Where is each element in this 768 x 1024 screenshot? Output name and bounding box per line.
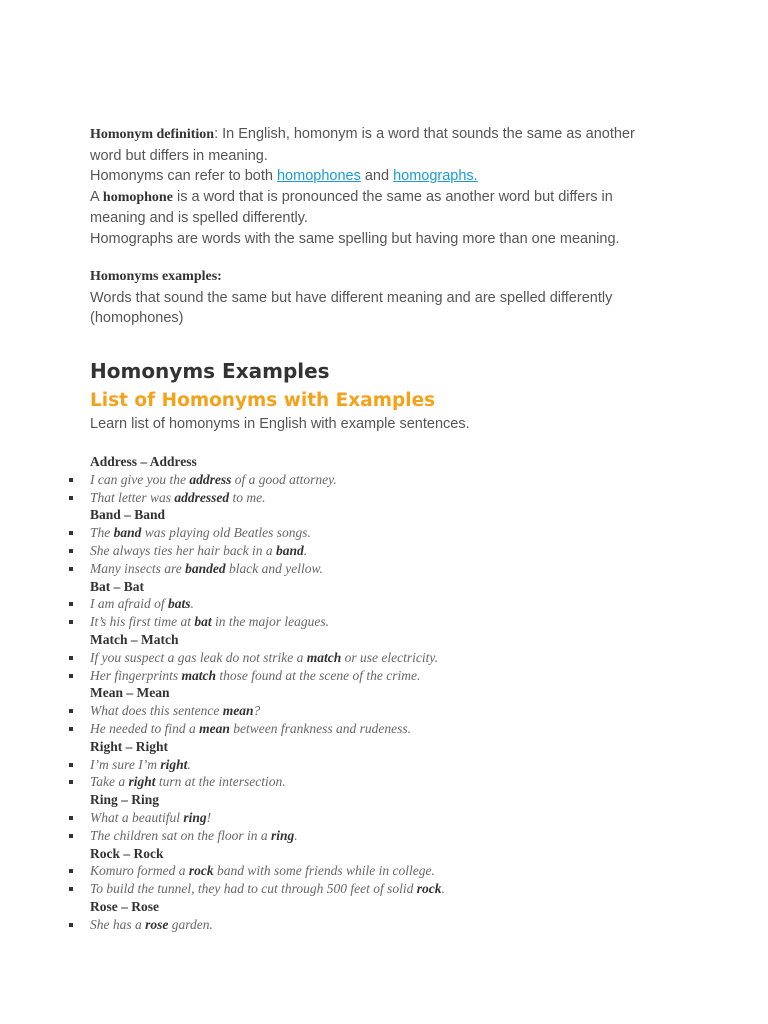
example-before: That letter was — [90, 489, 175, 505]
example-list — [90, 649, 670, 685]
example-before: I can give you the — [90, 471, 190, 487]
example-keyword: bat — [194, 614, 212, 630]
example-before: Take a — [90, 774, 129, 790]
example-before: He needed to find a — [90, 720, 200, 736]
refer-prefix: Homonyms can refer to both — [90, 168, 277, 184]
example-keyword: band — [275, 542, 304, 558]
example-after: or use electricity. — [341, 649, 438, 665]
intro-paragraph: Learn list of homonyms in English with example sentences. — [90, 415, 470, 432]
pair-title: Mean – Mean — [90, 685, 170, 701]
homographs-paragraph: Homographs are words with the same spelling but having more than one meaning. — [90, 230, 620, 247]
example-list — [90, 524, 670, 577]
pair-title: Match – Match — [90, 631, 179, 647]
example-keyword: match — [181, 667, 217, 683]
example-before: It’s his first time at — [90, 614, 195, 630]
example-keyword: rock — [188, 863, 214, 879]
example-list — [90, 702, 670, 738]
example-sentence — [90, 560, 670, 578]
example-after: to me. — [229, 489, 266, 505]
example-after: black and yellow. — [225, 560, 323, 576]
example-before: I am afraid of — [90, 596, 169, 612]
example-sentence — [90, 880, 670, 898]
example-before: If you suspect a gas leak do not strike a — [90, 649, 307, 665]
example-list — [90, 862, 670, 898]
example-sentence — [90, 862, 670, 880]
example-sentence — [90, 827, 670, 845]
example-keyword: rock — [416, 881, 442, 897]
example-after: turn at the intersection. — [155, 774, 286, 790]
example-sentence — [90, 649, 670, 667]
example-list — [90, 756, 670, 792]
example-keyword: match — [306, 649, 342, 665]
example-keyword: mean — [222, 703, 254, 719]
spacer — [90, 249, 670, 266]
example-keyword: mean — [199, 720, 230, 736]
example-sentence — [90, 595, 670, 613]
pair-title: Rose – Rose — [90, 898, 159, 914]
example-sentence — [90, 916, 670, 934]
example-keyword: addressed — [174, 489, 230, 505]
example-sentence — [90, 756, 670, 774]
refer-mid: and — [360, 168, 394, 184]
definition-text: : In English, homonym is a word that sounds the same as another word but differs in meaning. — [90, 126, 635, 164]
pair-title: Rock – Rock — [90, 845, 164, 861]
definition-label: Homonym definition — [90, 127, 215, 142]
document-body — [90, 124, 670, 934]
example-keyword: ring — [271, 827, 295, 843]
homophone-prefix: A — [90, 188, 103, 205]
pair-title: Bat – Bat — [90, 578, 144, 594]
example-before: What a beautiful — [90, 809, 184, 825]
example-after: between frankness and rudeness. — [229, 720, 411, 736]
example-before: The children sat on the floor in a — [90, 827, 271, 843]
homophone-text: is a word that is pronounced the same as another word but differs in meaning and is spelled differently. — [90, 188, 613, 226]
example-sentence — [90, 489, 670, 507]
example-list — [90, 916, 670, 934]
definition-paragraph — [90, 124, 670, 166]
example-before: To build the tunnel, they had to cut through 500 feet of solid — [90, 881, 417, 897]
pair-title: Right – Right — [90, 738, 169, 754]
example-sentence — [90, 702, 670, 720]
example-after: . — [187, 756, 191, 772]
example-before: What does this sentence — [90, 703, 223, 719]
example-before: She has a — [90, 916, 146, 932]
example-keyword: right — [128, 774, 156, 790]
example-list — [90, 595, 670, 631]
homophones-link[interactable]: homophones — [276, 168, 361, 184]
example-after: ! — [206, 809, 212, 825]
examples-label-paragraph — [90, 266, 670, 288]
example-keyword: right — [160, 756, 188, 772]
example-before: I’m sure I’m — [90, 756, 161, 772]
example-after: . — [303, 542, 308, 558]
example-keyword: rose — [145, 916, 169, 932]
example-sentence — [90, 773, 670, 791]
example-before: Komuro formed a — [90, 863, 189, 879]
example-keyword: band — [113, 525, 142, 541]
pair-title: Band – Band — [90, 507, 166, 523]
example-before: Her fingerprints — [90, 667, 182, 683]
homophone-paragraph — [90, 187, 670, 229]
homophone-label: homophone — [102, 189, 173, 205]
examples-label: Homonyms examples: — [90, 269, 222, 284]
example-after: in the major leagues. — [211, 614, 330, 630]
example-sentence — [90, 471, 670, 489]
example-before: The — [90, 525, 114, 541]
example-sentence — [90, 720, 670, 738]
homonym-list — [90, 453, 670, 934]
example-list — [90, 809, 670, 845]
example-keyword: ring — [183, 809, 207, 825]
example-sentence — [90, 667, 670, 685]
example-after: ? — [253, 703, 261, 719]
example-sentence — [90, 524, 670, 542]
example-keyword: banded — [185, 560, 226, 576]
example-sentence — [90, 542, 670, 560]
refer-paragraph — [90, 166, 670, 187]
homographs-link[interactable]: homographs. — [393, 168, 478, 184]
example-list — [90, 471, 670, 507]
example-before: Many insects are — [90, 560, 186, 576]
pair-title: Address – Address — [90, 454, 197, 469]
example-after: of a good attorney. — [231, 471, 337, 487]
example-after: . — [294, 827, 298, 843]
example-after: garden. — [168, 916, 213, 932]
page-subheading: List of Homonyms with Examples — [90, 389, 436, 411]
example-keyword: address — [189, 471, 232, 487]
example-after: was playing old Beatles songs. — [141, 525, 311, 541]
example-after: those found at the scene of the crime. — [216, 667, 421, 683]
example-sentence — [90, 613, 670, 631]
example-before: She always ties her hair back in a — [90, 542, 276, 558]
example-after: . — [441, 881, 445, 897]
pair-title: Ring – Ring — [90, 792, 160, 808]
examples-text-paragraph: Words that sound the same but have different meaning and are spelled differently (homophones) — [90, 289, 613, 326]
example-sentence — [90, 809, 670, 827]
page-heading: Homonyms Examples — [90, 358, 330, 383]
example-after: . — [190, 596, 194, 612]
example-keyword: bats — [168, 596, 191, 612]
example-after: band with some friends while in college. — [213, 863, 435, 879]
